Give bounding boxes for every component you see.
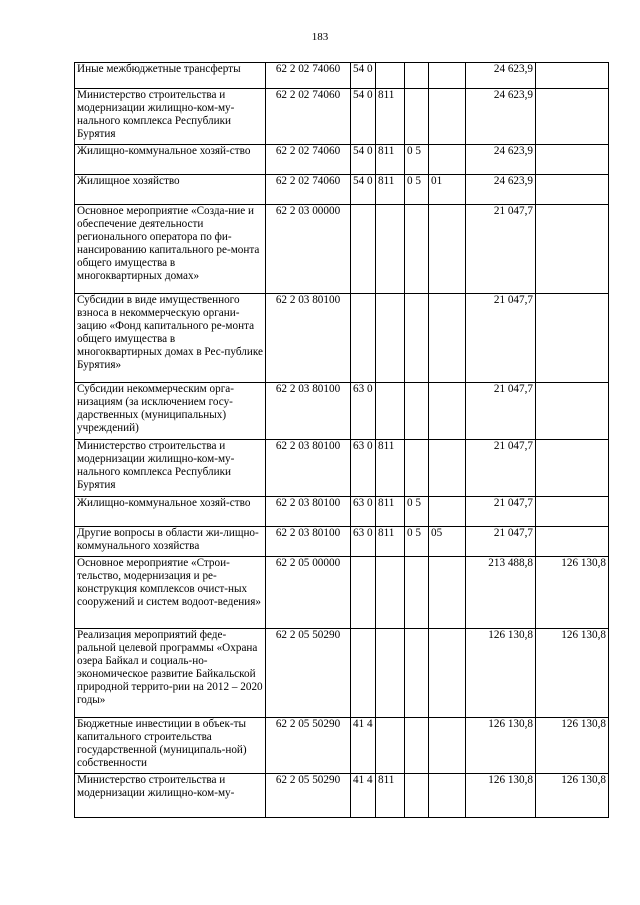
row-grbs-code: 811 [376,175,405,205]
row-sum-2 [536,294,609,383]
row-csr-code: 62 2 02 74060 [266,63,351,89]
table-row [75,629,609,718]
row-name: Другие вопросы в области жи-лищно-коммунального хозяйства [75,527,266,557]
row-vr-code: 41 4 [351,774,376,818]
row-pr-code [429,718,466,774]
row-vr-code: 63 0 [351,497,376,527]
row-vr-code [351,557,376,629]
row-pr-code [429,294,466,383]
table-row [75,383,609,440]
row-csr-code: 62 2 05 50290 [266,718,351,774]
row-rz-code: 0 5 [405,175,429,205]
row-rz-code: 0 5 [405,145,429,175]
row-grbs-code: 811 [376,774,405,818]
row-rz-code [405,774,429,818]
row-grbs-code: 811 [376,145,405,175]
row-sum-2 [536,145,609,175]
row-name: Бюджетные инвестиции в объек-ты капитального строительства государственной (муниципаль-ной) собственности [75,718,266,774]
row-name: Субсидии в виде имущественного взноса в некоммерческую органи-зацию «Фонд капитального ре-монта общего имущества в многоквартирных домах в Рес-публике Бурятия» [75,294,266,383]
row-vr-code: 41 4 [351,718,376,774]
row-vr-code: 63 0 [351,527,376,557]
row-sum-1: 24 623,9 [466,145,536,175]
row-rz-code [405,629,429,718]
row-vr-code: 63 0 [351,440,376,497]
row-csr-code: 62 2 02 74060 [266,175,351,205]
table-row [75,527,609,557]
row-csr-code: 62 2 02 74060 [266,89,351,145]
row-sum-2: 126 130,8 [536,774,609,818]
row-csr-code: 62 2 05 50290 [266,629,351,718]
row-pr-code [429,145,466,175]
row-sum-1: 21 047,7 [466,383,536,440]
row-name: Министерство строительства и модернизации жилищно-ком-му- [75,774,266,818]
row-sum-2 [536,497,609,527]
row-pr-code [429,557,466,629]
row-name: Министерство строительства и модернизации жилищно-ком-му-нального комплекса Республики Бурятия [75,440,266,497]
row-rz-code: 0 5 [405,527,429,557]
row-vr-code: 54 0 [351,89,376,145]
row-sum-1: 21 047,7 [466,205,536,294]
row-grbs-code: 811 [376,440,405,497]
row-name: Основное мероприятие «Созда-ние и обеспечение деятельности регионального оператора по фи-нансированию капитального ре-монта общего имущества в многоквартирных домах» [75,205,266,294]
row-grbs-code: 811 [376,89,405,145]
row-sum-1: 126 130,8 [466,718,536,774]
row-vr-code [351,294,376,383]
row-csr-code: 62 2 03 80100 [266,497,351,527]
table-row [75,718,609,774]
row-grbs-code [376,557,405,629]
row-pr-code [429,629,466,718]
row-sum-2 [536,205,609,294]
row-sum-1: 24 623,9 [466,89,536,145]
table-row [75,175,609,205]
row-csr-code: 62 2 02 74060 [266,145,351,175]
row-pr-code: 01 [429,175,466,205]
row-sum-2: 126 130,8 [536,718,609,774]
row-sum-2: 126 130,8 [536,557,609,629]
row-pr-code [429,89,466,145]
row-csr-code: 62 2 03 80100 [266,440,351,497]
row-grbs-code [376,629,405,718]
row-sum-1: 21 047,7 [466,294,536,383]
row-csr-code: 62 2 05 00000 [266,557,351,629]
row-csr-code: 62 2 05 50290 [266,774,351,818]
row-pr-code [429,440,466,497]
row-sum-1: 21 047,7 [466,440,536,497]
page-number: 183 [311,31,329,43]
row-name: Жилищное хозяйство [75,175,266,205]
row-sum-2 [536,440,609,497]
row-rz-code [405,383,429,440]
row-sum-2: 126 130,8 [536,629,609,718]
row-rz-code [405,718,429,774]
row-sum-1: 24 623,9 [466,175,536,205]
row-grbs-code: 811 [376,527,405,557]
row-grbs-code [376,205,405,294]
row-csr-code: 62 2 03 80100 [266,383,351,440]
row-vr-code: 54 0 [351,63,376,89]
row-sum-1: 21 047,7 [466,527,536,557]
table-row [75,145,609,175]
row-sum-1: 21 047,7 [466,497,536,527]
row-name: Жилищно-коммунальное хозяй-ство [75,145,266,175]
table-row [75,440,609,497]
row-name: Реализация мероприятий феде-ральной целевой программы «Охрана озера Байкал и социаль-но-экономическое развитие Байкальской природной террито-рии на 2012 – 2020 годы» [75,629,266,718]
row-name: Министерство строительства и модернизации жилищно-ком-му-нального комплекса Республики Бурятия [75,89,266,145]
row-vr-code [351,205,376,294]
row-csr-code: 62 2 03 00000 [266,205,351,294]
row-sum-1: 24 623,9 [466,63,536,89]
table-row [75,294,609,383]
row-name: Основное мероприятие «Строи-тельство, модернизация и ре-конструкция комплексов очист-ных сооружений и систем водоот-ведения» [75,557,266,629]
row-grbs-code [376,63,405,89]
row-rz-code: 0 5 [405,497,429,527]
row-grbs-code [376,383,405,440]
row-vr-code: 54 0 [351,145,376,175]
row-grbs-code: 811 [376,497,405,527]
row-pr-code [429,205,466,294]
row-rz-code [405,63,429,89]
row-rz-code [405,89,429,145]
row-name: Иные межбюджетные трансферты [75,63,266,89]
row-sum-2 [536,63,609,89]
row-rz-code [405,557,429,629]
row-sum-2 [536,527,609,557]
budget-table [74,62,609,818]
row-vr-code: 63 0 [351,383,376,440]
row-sum-2 [536,383,609,440]
row-pr-code [429,63,466,89]
table-row [75,89,609,145]
row-sum-2 [536,89,609,145]
table-row [75,774,609,818]
table-row [75,63,609,89]
row-sum-1: 126 130,8 [466,629,536,718]
row-pr-code [429,497,466,527]
row-grbs-code [376,718,405,774]
row-name: Субсидии некоммерческим орга-низациям (за исключением госу-дарственных (муниципальных) учреждений) [75,383,266,440]
row-grbs-code [376,294,405,383]
table-row [75,557,609,629]
row-csr-code: 62 2 03 80100 [266,527,351,557]
row-vr-code: 54 0 [351,175,376,205]
row-pr-code: 05 [429,527,466,557]
row-rz-code [405,440,429,497]
row-pr-code [429,383,466,440]
row-name: Жилищно-коммунальное хозяй-ство [75,497,266,527]
row-rz-code [405,205,429,294]
row-sum-1: 126 130,8 [466,774,536,818]
row-sum-2 [536,175,609,205]
table-row [75,205,609,294]
row-csr-code: 62 2 03 80100 [266,294,351,383]
row-rz-code [405,294,429,383]
table-row [75,497,609,527]
row-pr-code [429,774,466,818]
row-vr-code [351,629,376,718]
row-sum-1: 213 488,8 [466,557,536,629]
